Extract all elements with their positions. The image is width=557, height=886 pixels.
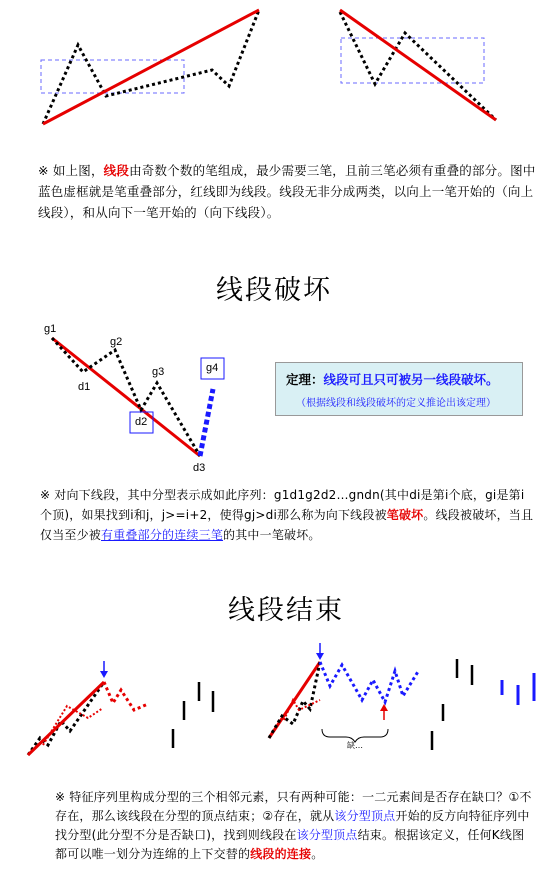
para-link-2: 该分型顶点: [296, 828, 358, 842]
para-key-term: 笔破坏: [386, 508, 424, 522]
section3-heading: 线段结束: [228, 595, 344, 626]
theorem-text: 线段可且只可被另一线段破坏。: [323, 372, 499, 387]
para-link-1: 该分型顶点: [334, 809, 396, 823]
para-text-c: 的其中一笔破坏。: [223, 528, 321, 542]
para-text-b: 开始的反方向特征序列中找分型(此分型不分是否缺口)，找到则线段在: [55, 809, 530, 842]
para-text-a: ※ 对向下线段，其中分型表示成如此序列：g1d1g2d2…gndn(其中di是第i个底，gi是第i个顶)，如果找到i和j，j>=i+2，使得gj>di那么称为向下线段被: [40, 488, 525, 522]
para-text-c: 结束。根据该定义，任何K线图都可以唯一划分为连绵的上下交替的: [55, 828, 525, 861]
reverse-path: [320, 662, 419, 702]
gap-label: 缺…: [347, 741, 363, 750]
label-g3: g3: [152, 366, 165, 378]
feature-sequence-2: [432, 659, 472, 750]
section2-heading: 线段破坏: [216, 275, 332, 306]
para-link: 有重叠部分的连续三笔: [101, 528, 224, 542]
top-arrow-icon: [316, 653, 324, 660]
para-text-a: ※ 特征序列里构成分型的三个相邻元素，只有两种可能：一二元素间是否存在缺口？①不存在，那么该线段在分型的顶点结束；②存在，就从: [55, 790, 532, 823]
para-text: 由奇数个数的笔组成，最少需要三笔，且前三笔必须有重叠的部分。图中蓝色虚框就是笔重叠部分，红线即为线段。线段无非分成两类，以向上一笔开始的（向上线段），和从向下一笔开始的（向下线段）。: [38, 163, 536, 220]
label-g4: g4: [206, 362, 219, 374]
bottom-arrow-icon: [380, 704, 388, 711]
para-prefix: ※ 如上图，: [38, 163, 104, 178]
para-key-term: 线段: [103, 163, 130, 178]
theorem-prefix: 定理：: [286, 372, 324, 387]
para-text-d: 。: [311, 847, 324, 861]
theorem-note: （根据线段和线段破坏的定义推论出该定理）: [296, 398, 496, 409]
label-d2: d2: [135, 416, 148, 428]
para-key-term: 线段的连接: [250, 847, 312, 861]
label-g1: g1: [44, 323, 57, 335]
label-g2: g2: [110, 336, 123, 348]
section3-paragraph: [55, 788, 535, 864]
para-text-b: 。线段被破坏，当且仅当至少被: [40, 508, 534, 542]
feature-sequence-3: [502, 673, 534, 705]
label-d3: d3: [193, 462, 206, 474]
label-d1: d1: [78, 381, 91, 393]
